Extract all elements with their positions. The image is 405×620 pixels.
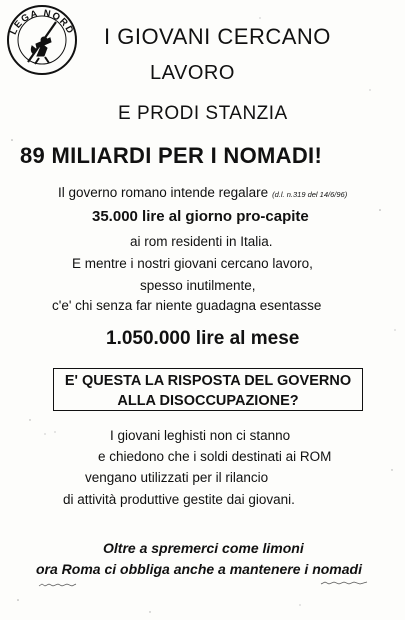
closing-line-1: Oltre a spremerci come limoni (103, 540, 304, 556)
main-headline: 89 MILIARDI PER I NOMADI! (20, 143, 323, 168)
decree-reference: (d.l. n.319 del 14/6/96) (272, 190, 348, 199)
body-line-1-text: Il governo romano intende regalare (58, 185, 269, 200)
body-line-5: spesso inutilmente, (140, 278, 256, 293)
statement-line-1: I giovani leghisti non ci stanno (110, 428, 291, 443)
daily-amount: 35.000 lire al giorno pro-capite (92, 208, 309, 225)
headline-line-1: I GIOVANI CERCANO (104, 24, 331, 49)
print-credit-scribble-right (320, 580, 370, 586)
question-line-1: E' QUESTA LA RISPOSTA DEL GOVERNO (64, 373, 352, 389)
statement-line-3: vengano utilizzati per il rilancio (85, 470, 269, 485)
body-line-1 (58, 185, 347, 200)
body-line-6: c'e' chi senza far niente guadagna esentasse (52, 298, 322, 313)
lega-nord-logo (6, 4, 78, 76)
logo-text: LEGA NORD (7, 7, 77, 37)
statement-line-2: e chiedono che i soldi destinati ai ROM (98, 449, 332, 464)
question-box (53, 368, 363, 411)
body-line-3: ai rom residenti in Italia. (130, 234, 273, 249)
svg-text:LEGA NORD (8, 8, 76, 37)
alberto-da-giussano-warrior-icon (28, 22, 56, 64)
statement-line-4: di attività produttive gestite dai giovani. (63, 492, 295, 507)
monthly-amount: 1.050.000 lire al mese (106, 328, 300, 349)
headline-line-3: E PRODI STANZIA (118, 103, 288, 124)
headline-line-2: LAVORO (150, 62, 235, 84)
body-line-4: E mentre i nostri giovani cercano lavoro, (72, 256, 313, 271)
question-line-2: ALLA DISOCCUPAZIONE? (117, 393, 299, 409)
closing-line-2: ora Roma ci obbliga anche a mantenere i nomadi (36, 561, 362, 577)
print-credit-scribble (38, 582, 78, 588)
